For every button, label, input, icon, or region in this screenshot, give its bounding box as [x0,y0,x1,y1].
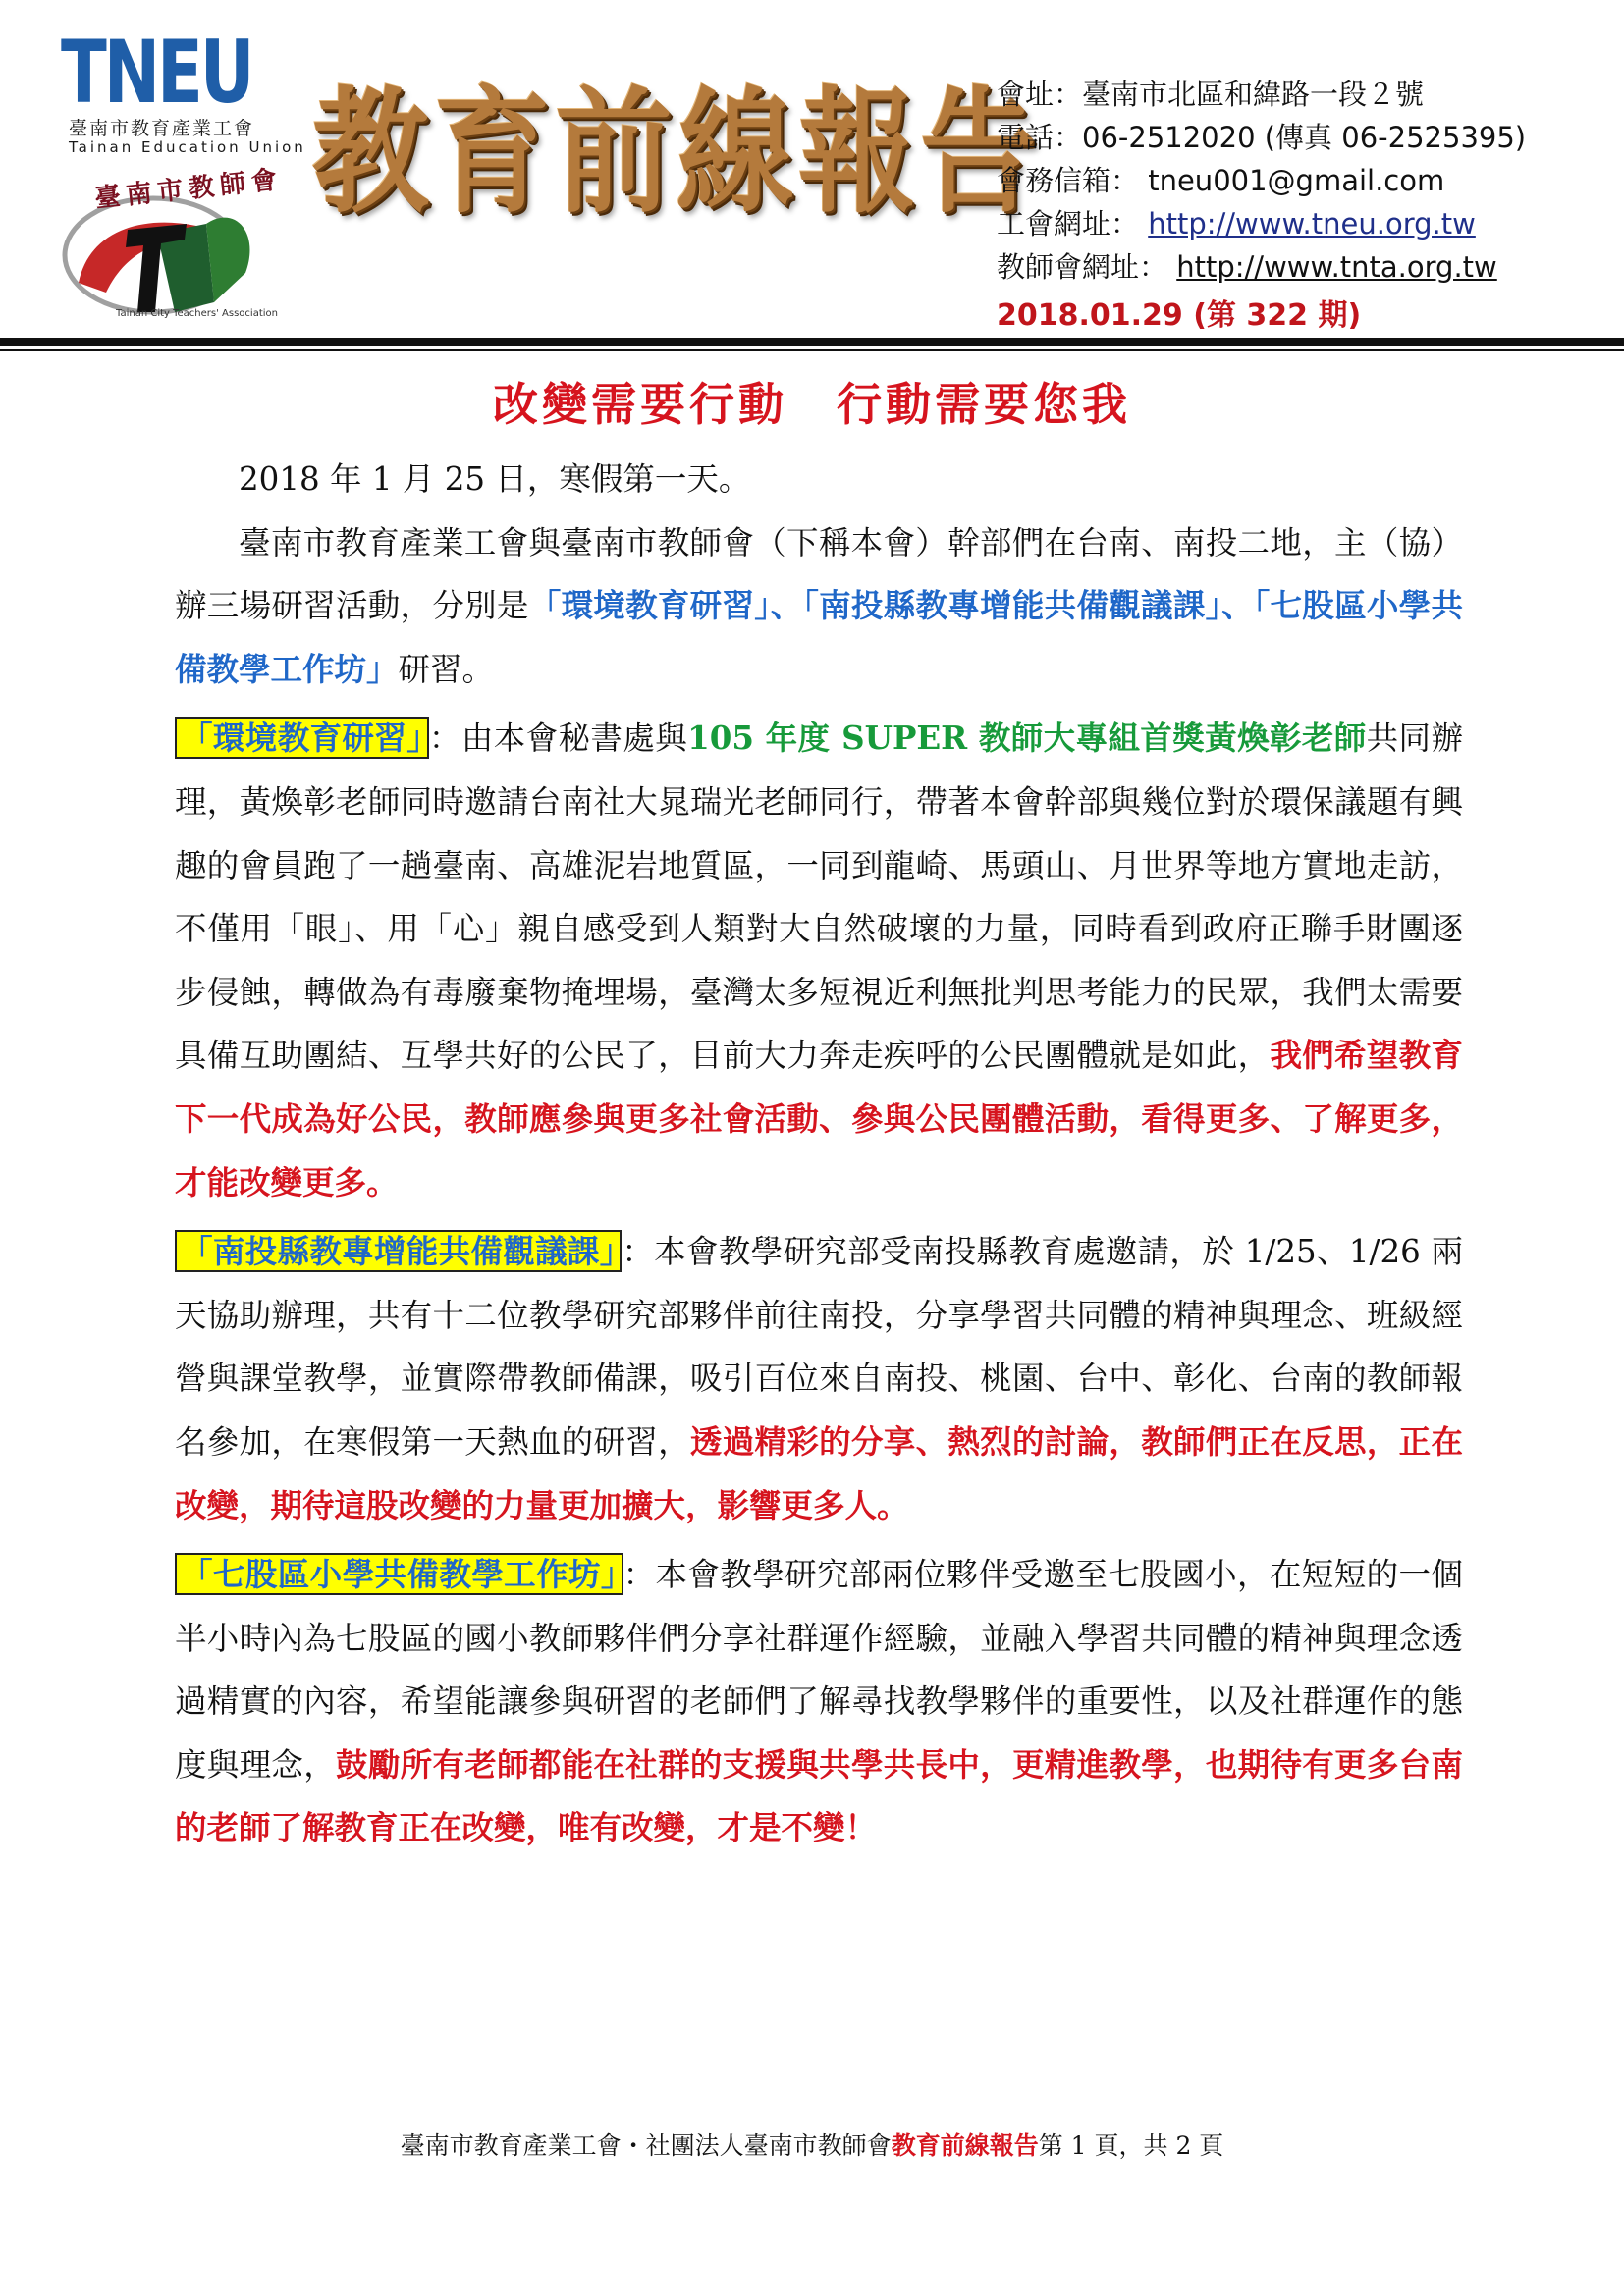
qigu-emphasis: 鼓勵所有老師都能在社群的支援與共學共長中，更精進教學，也期待有更多台南的老師了解教育正在改變，唯有改變，才是不變！ [175,1744,1463,1847]
article-title: 改變需要行動 行動需要您我 [493,378,1131,431]
intro-sep-2: 、 [1221,586,1254,625]
paragraph-date: 2018 年 1 月 25 日，寒假第一天。 [239,460,751,498]
header-rule-thick [0,338,1624,346]
contact-union-site [997,204,1476,243]
env-emphasis: 我們希望教育下一代成為好公民，教師應參與更多社會活動、參與公民團體活動，看得更多、了解更多，才能改變更多。 [175,1036,1463,1201]
union-site-label: 工會網址： [997,207,1149,240]
nantou-emphasis: 透過精彩的分享、熱烈的討論，教師們正在反思，正在改變，期待這股改變的力量更加擴大，影響更多人。 [175,1421,1463,1524]
paragraph-intro [175,511,1463,702]
contact-assoc-site [997,247,1497,287]
union-site-link[interactable]: http://www.tneu.org.tw [1148,207,1476,240]
emblem-name-en: Tainan City Teachers' Association [116,308,278,319]
contact-email: 會務信箱： tneu001@gmail.com [997,164,1445,197]
section-label-qigu: 「七股區小學共備教學工作坊」 [175,1553,623,1595]
paragraph-nantou [175,1220,1463,1537]
masthead-title: 教育前線報告 [312,72,1043,232]
union-name-en: Tainan Education Union [69,138,306,156]
emblem-name-zh: 臺南市教師會 [93,165,285,214]
page-footer [0,2126,1624,2162]
paragraph-env-education [175,707,1463,1214]
section-label-nantou: 「南投縣教專增能共備觀議課」 [175,1230,622,1272]
intro-sep-1: 、 [770,586,803,625]
assoc-site-link[interactable]: http://www.tnta.org.tw [1176,250,1497,284]
qigu-text: ：本會教學研究部兩位夥伴受邀至七股國小，在短短的一個半小時內為七股區的國小教師夥伴們分享社群運作經驗，並融入學習共同體的精神與理念透過精實的內容，希望能讓參與研習的老師們了解尋找教學夥伴的重要性，以及社群運作的態度與理念， [175,1556,1463,1784]
nantou-text: ：本會教學研究部受南投縣教育處邀請，於 1/25、1/26 兩天協助辦理，共有十二位教學研究部夥伴前往南投，分享學習共同體的精神與理念、班級經營與課堂教學，並實際帶教師備課，吸引百位來自南投、桃園、台中、彰化、台南的教師報名參加，在寒假第一天熱血的研習， [175,1233,1463,1461]
env-text-2: 共同辦理，黃煥彰老師同時邀請台南社大晁瑞光老師同行，帶著本會幹部與幾位對於環保議題有興趣的會員跑了一趟臺南、高雄泥岩地質區，一同到龍崎、馬頭山、月世界等地方實地走訪，不僅用「眼」、用「心」親自感受到人類對大自然破壞的力量，同時看到政府正聯手財團逐步侵蝕，轉做為有毒廢棄物掩埋場，臺灣太多短視近利無批判思考能力的民眾，我們太需要具備互助團結、互學共好的公民了，目前大力奔走疾呼的公民團體就是如此， [175,720,1463,1075]
intro-event-env: 「環境教育研習」 [528,586,771,625]
footer-prefix: 臺南市教育產業工會・社團法人臺南市教師會 [400,2131,892,2160]
issue-date: 2018.01.29 (第 322 期) [997,298,1362,333]
paragraph-qigu [175,1543,1463,1860]
union-name-zh: 臺南市教育產業工會 [69,118,255,139]
header-rule-thin [0,349,1624,351]
article-body [175,448,1463,1860]
intro-event-nantou: 「南投縣教專增能共備觀議課」 [802,586,1222,625]
contact-phone: 電話：06-2512020 (傳真 06-2525395) [997,121,1527,154]
section-label-env: 「環境教育研習」 [175,717,429,759]
assoc-site-label: 教師會網址： [997,250,1168,284]
contact-address: 會址：臺南市北區和緯路一段２號 [997,78,1425,111]
intro-text: 臺南市教育產業工會與臺南市教師會（下稱本會）幹部們在台南、南投二地，主（協）辦三場研習活動，分別是 [175,523,1463,625]
intro-event-qigu: 「七股區小學共備教學工作坊」 [175,586,1463,688]
tneu-logo: TNEU [61,22,252,123]
footer-publication: 教育前線報告 [891,2131,1039,2160]
intro-end: 研習。 [398,650,495,688]
footer-page-number: 第 1 頁，共 2 頁 [1038,2131,1224,2160]
env-award-teacher: 105 年度 SUPER 教師大專組首獎黃煥彰老師 [687,719,1367,758]
env-text-1: ：由本會秘書處與 [428,720,688,758]
